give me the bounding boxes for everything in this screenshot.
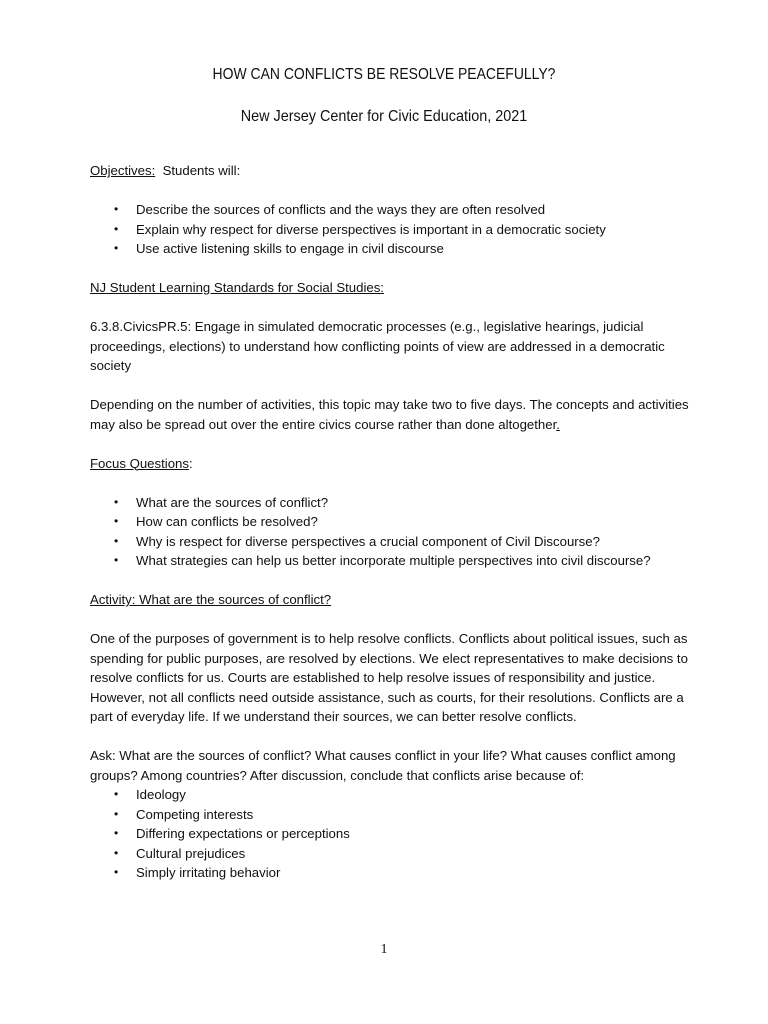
focus-list — [90, 493, 690, 571]
list-item: • Competing interests — [90, 805, 690, 825]
bullet-icon: • — [114, 514, 119, 528]
bullet-icon: • — [114, 221, 119, 236]
bullet-icon: • — [114, 845, 119, 860]
bullet-icon: • — [114, 553, 119, 567]
bullet-icon: • — [114, 241, 119, 255]
bullet-icon: • — [114, 202, 119, 216]
list-item: • Explain why respect for diverse perspectives is important in a democratic society — [90, 220, 690, 240]
document-body — [90, 161, 690, 883]
list-item: • Ideology — [90, 785, 690, 805]
list-item: • Simply irritating behavior — [90, 863, 690, 883]
list-item: • Use active listening skills to engage in civil discourse — [90, 239, 690, 259]
activity-heading: Activity: What are the sources of conflict? — [90, 592, 332, 607]
list-item: • What are the sources of conflict? — [90, 493, 690, 513]
duration-note: Depending on the number of activities, this topic may take two to five days. The concepts and activities may also be spread out over the entire civics course rather than done altogether. — [90, 397, 689, 432]
activity-paragraph: One of the purposes of government is to help resolve conflicts. Conflicts about political issues, such as spending for public purposes, are resolved by elections. We elect representatives to make decisions to resolve conflicts for us. Courts are established to help resolve issues of responsibility and justice. However, not all conflicts need outside assistance, such as courts, for their resolutions. Conflicts are a part of everyday life. If we understand their sources, we can better resolve conflicts. — [90, 631, 688, 724]
list-item: • Cultural prejudices — [90, 844, 690, 864]
page-number: 1 — [380, 942, 388, 957]
objectives-label: Objectives: — [90, 163, 156, 178]
conflict-sources-list — [90, 785, 690, 883]
objectives-line — [90, 161, 690, 181]
objectives-list — [90, 200, 690, 259]
document-title: HOW CAN CONFLICTS BE RESOLVE PEACEFULLY? — [212, 66, 556, 83]
bullet-icon: • — [114, 865, 119, 879]
bullet-icon: • — [114, 533, 119, 548]
list-item: • How can conflicts be resolved? — [90, 512, 690, 532]
list-item: • What strategies can help us better incorporate multiple perspectives into civil discourse? — [90, 551, 690, 571]
activity-ask: Ask: What are the sources of conflict? What causes conflict in your life? What causes conflict among groups? Among countries? After discussion, conclude that conflicts arise because of: — [90, 748, 676, 783]
list-item: • Describe the sources of conflicts and the ways they are often resolved — [90, 200, 690, 220]
objectives-lead: Students will: — [162, 163, 241, 178]
document-subtitle: New Jersey Center for Civic Education, 2021 — [240, 108, 528, 125]
focus-heading-line: Focus Questions: — [90, 455, 193, 471]
list-item: • Differing expectations or perceptions — [90, 824, 690, 844]
focus-heading: Focus Questions — [90, 455, 189, 471]
bullet-icon: • — [114, 826, 119, 840]
bullet-icon: • — [114, 494, 119, 509]
standards-heading: NJ Student Learning Standards for Social Studies: — [90, 280, 384, 295]
bullet-icon: • — [114, 787, 119, 801]
standards-text: 6.3.8.CivicsPR.5: Engage in simulated democratic processes (e.g., legislative hearings, judicial proceedings, elections) to understand how conflicting points of view are addressed in a democratic society — [90, 319, 665, 373]
list-item: • Why is respect for diverse perspectives a crucial component of Civil Discourse? — [90, 532, 690, 552]
bullet-icon: • — [114, 806, 119, 821]
